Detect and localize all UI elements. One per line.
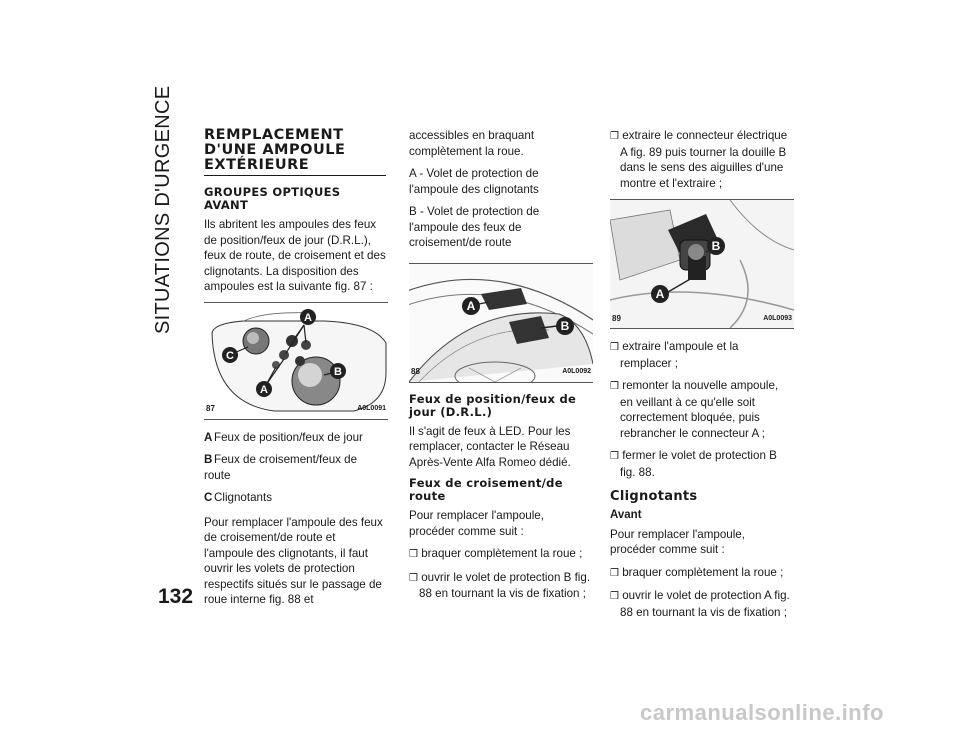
column-2 <box>409 128 591 609</box>
figure-code: A0L0093 <box>763 314 792 322</box>
subsection-heading: Feux de croisement/de route <box>409 476 563 503</box>
legend-key: A <box>204 430 213 444</box>
step-text: braquer complètement la roue ; <box>622 565 784 579</box>
bullet-marker: ❒ <box>409 572 418 584</box>
callout-label: A <box>466 298 476 313</box>
bullet-marker: ❒ <box>610 591 619 602</box>
intro-paragraph: Ils abritent les ampoules des feux de position/feux de jour (D.R.L.), feux de route, de croisement et des clignotants. La disposition des ampoules est la suivante fig. 87 : <box>204 218 386 293</box>
bullet-marker: ❒ <box>610 381 619 392</box>
figure-number: 89 <box>612 313 621 323</box>
chapter-side-title: SITUATIONS D'URGENCE <box>152 85 174 334</box>
legend-item <box>204 452 386 483</box>
step-text: extraire le connecteur électrique A fig. 89 puis tourner la douille B dans le sens des aiguilles d'une montre et l'extraire ; <box>620 129 788 190</box>
body-paragraph: A - Volet de protection de l'ampoule des clignotants <box>409 167 539 196</box>
subsection-heading: GROUPES OPTIQUES AVANT <box>204 185 341 212</box>
step-text: remonter la nouvelle ampoule, en veillant à ce qu'elle soit correctement bloquée, puis rebrancher le connecteur A ; <box>620 379 779 440</box>
callout-label: A <box>304 311 312 324</box>
body-paragraph: Pour remplacer l'ampoule, procéder comme suit : <box>610 527 745 556</box>
callout-label: A <box>260 383 268 396</box>
step-text: fermer le volet de protection B fig. 88. <box>620 449 777 479</box>
figure-89 <box>610 199 794 329</box>
step-item <box>610 339 792 371</box>
step-item <box>610 565 792 582</box>
legend-text: Feux de position/feux de jour <box>214 430 363 444</box>
step-item <box>610 378 792 441</box>
step-text: extraire l'ampoule et la remplacer ; <box>620 340 739 370</box>
bullet-marker: ❒ <box>610 131 619 142</box>
step-item <box>610 448 792 480</box>
legend-item <box>204 430 386 446</box>
body-paragraph: Il s'agit de feux à LED. Pour les remplacer, contacter le Réseau Après-Vente Alfa Romeo dédié. <box>409 424 571 469</box>
legend-text: Feux de croisement/feux de route <box>204 453 358 482</box>
callout-label: B <box>560 318 570 333</box>
legend-item <box>204 490 386 506</box>
step-item <box>409 570 591 602</box>
callout-label: A <box>655 287 665 301</box>
callout-label: B <box>711 239 721 253</box>
body-paragraph: Pour remplacer l'ampoule, procéder comme suit : <box>409 509 544 538</box>
callout-label: B <box>334 365 342 378</box>
bullet-marker: ❒ <box>610 342 619 353</box>
figure-87 <box>204 302 388 420</box>
step-text: ouvrir le volet de protection A fig. 88 en tournant la vis de fixation ; <box>620 589 790 619</box>
figure-number: 88 <box>411 367 420 376</box>
legend-key: B <box>204 453 213 466</box>
legend-text: Clignotants <box>214 491 273 504</box>
body-paragraph: Pour remplacer l'ampoule des feux de croisement/de route et l'ampoule des clignotants, il faut ouvrir les volets de protection respectifs situés sur le passage de roue interne fig. 88 et <box>204 515 383 606</box>
bullet-marker: ❒ <box>610 567 619 579</box>
step-item <box>409 546 591 563</box>
column-1 <box>204 128 386 615</box>
body-paragraph: accessibles en braquant complètement la roue. <box>409 129 535 158</box>
bullet-marker: ❒ <box>409 549 418 560</box>
callout-label: C <box>226 349 234 362</box>
watermark: carmanualsonline.info <box>640 700 884 725</box>
body-paragraph: B - Volet de protection de l'ampoule des feux de croisement/de route <box>409 205 540 249</box>
subsection-heading: Clignotants <box>610 489 698 504</box>
figure-number: 87 <box>206 404 215 413</box>
bulb-socket-illustration <box>610 200 794 328</box>
legend-key: C <box>204 491 213 504</box>
step-item <box>610 128 792 191</box>
step-item <box>610 588 792 620</box>
figure-code: A0L0091 <box>357 405 386 412</box>
section-heading: REMPLACEMENT D'UNE AMPOULE EXTÉRIEURE <box>204 128 386 176</box>
bullet-marker: ❒ <box>610 451 619 462</box>
column-3 <box>610 128 792 627</box>
subsection-heading: Feux de position/feux de jour (D.R.L.) <box>409 391 577 419</box>
sub-subsection-heading: Avant <box>610 509 642 521</box>
step-text: braquer complètement la roue ; <box>421 547 583 560</box>
figure-code: A0L0092 <box>562 368 591 375</box>
figure-88 <box>409 263 593 383</box>
step-text: ouvrir le volet de protection B fig. 88 en tournant la vis de fixation ; <box>419 570 591 600</box>
page-number: 132 <box>158 585 194 608</box>
